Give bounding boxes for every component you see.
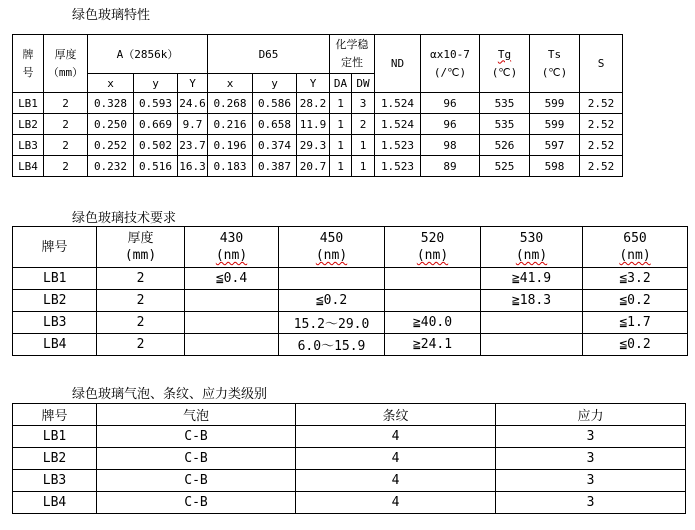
table-cell: 2	[44, 93, 88, 114]
technical-requirements-table	[12, 226, 688, 356]
subheader-cell: DA	[330, 74, 352, 93]
subheader-cell: x	[88, 74, 134, 93]
table-cell: ≦0.2	[583, 290, 688, 312]
table-cell	[185, 290, 279, 312]
table-cell: 0.658	[253, 114, 297, 135]
table-cell: 0.252	[88, 135, 134, 156]
table-cell: 0.232	[88, 156, 134, 177]
table-cell	[185, 312, 279, 334]
table-cell: 1.523	[375, 135, 421, 156]
table-cell: 98	[421, 135, 480, 156]
table-row	[13, 156, 623, 177]
table-cell: 89	[421, 156, 480, 177]
table-cell: 0.593	[134, 93, 178, 114]
table-cell: LB4	[13, 156, 44, 177]
table-cell: 1.524	[375, 93, 421, 114]
glass-properties-table	[12, 34, 623, 177]
table-cell: 599	[530, 93, 580, 114]
table-cell: 3	[496, 470, 686, 492]
wavelength-650-header: 650 (nm)	[583, 227, 688, 268]
table-cell: 0.268	[208, 93, 253, 114]
table-cell: 16.3	[178, 156, 208, 177]
table-cell: 598	[530, 156, 580, 177]
chemical-stability-header: 化学稳 定性	[330, 35, 375, 74]
table-cell: 597	[530, 135, 580, 156]
wavelength-430-header: 430 (nm)	[185, 227, 279, 268]
table-row	[13, 312, 688, 334]
table-cell: 1.524	[375, 114, 421, 135]
wavelength-520-header: 520 (nm)	[385, 227, 481, 268]
table-cell: LB1	[13, 268, 97, 290]
table-cell: 2.52	[580, 93, 623, 114]
subheader-cell: y	[253, 74, 297, 93]
table-cell: C-B	[97, 448, 296, 470]
table-cell: ≧18.3	[481, 290, 583, 312]
table-cell: 4	[296, 448, 496, 470]
table-row	[13, 135, 623, 156]
table-cell: ≦0.2	[583, 334, 688, 356]
table-cell: 2	[44, 114, 88, 135]
table-cell: 15.2～29.0	[279, 312, 385, 334]
thickness-header: 厚度 (mm)	[97, 227, 185, 268]
grade-classification-table	[12, 403, 686, 514]
table-cell: 28.2	[297, 93, 330, 114]
table-row	[13, 448, 686, 470]
table-cell: 526	[480, 135, 530, 156]
table-row	[13, 470, 686, 492]
table-row	[13, 268, 688, 290]
s-header: S	[580, 35, 623, 93]
properties-body	[13, 93, 623, 177]
table-cell: 0.183	[208, 156, 253, 177]
table-cell: 2.52	[580, 135, 623, 156]
section2-title: 绿色玻璃技术要求	[72, 211, 177, 226]
table-cell: LB2	[13, 448, 97, 470]
subheader-cell: DW	[352, 74, 375, 93]
wavelength-450-header: 450 (nm)	[279, 227, 385, 268]
table-cell: 0.250	[88, 114, 134, 135]
grade-header: 牌号	[13, 404, 97, 426]
table-cell: 4	[296, 492, 496, 514]
table-cell: 11.9	[297, 114, 330, 135]
table-cell	[385, 268, 481, 290]
table-cell: 1	[352, 135, 375, 156]
table-row	[13, 492, 686, 514]
table-cell	[279, 268, 385, 290]
table-cell: ≧24.1	[385, 334, 481, 356]
table-cell: 599	[530, 114, 580, 135]
stripe-header: 条纹	[296, 404, 496, 426]
grade-header: 牌 号	[13, 35, 44, 93]
table-cell: 0.502	[134, 135, 178, 156]
bubble-header: 气泡	[97, 404, 296, 426]
table-cell: 535	[480, 93, 530, 114]
table-cell: ≦0.4	[185, 268, 279, 290]
table-cell	[481, 312, 583, 334]
table-cell: LB2	[13, 114, 44, 135]
table-cell: 3	[496, 426, 686, 448]
table-cell: ≦1.7	[583, 312, 688, 334]
a-2856k-header: A（2856k）	[88, 35, 208, 74]
table-cell: 2	[97, 290, 185, 312]
table-cell: 20.7	[297, 156, 330, 177]
d65-header: D65	[208, 35, 330, 74]
classification-body	[13, 426, 686, 514]
table-row	[13, 114, 623, 135]
thickness-header: 厚度 （mm）	[44, 35, 88, 93]
table-cell: LB3	[13, 135, 44, 156]
section3-title: 绿色玻璃气泡、条纹、应力类级别	[72, 387, 268, 402]
table-cell	[385, 290, 481, 312]
table-row	[13, 93, 623, 114]
header-row	[13, 227, 688, 268]
table-cell: 1.523	[375, 156, 421, 177]
table-cell: 1	[330, 135, 352, 156]
grade-header: 牌号	[13, 227, 97, 268]
table-cell: LB4	[13, 334, 97, 356]
table-cell: 0.328	[88, 93, 134, 114]
table-cell: 0.516	[134, 156, 178, 177]
subheader-cell: y	[134, 74, 178, 93]
table-cell: 23.7	[178, 135, 208, 156]
table-cell: ≧40.0	[385, 312, 481, 334]
table-cell: C-B	[97, 470, 296, 492]
table-cell: 2	[44, 156, 88, 177]
table-cell: 4	[296, 470, 496, 492]
table-cell: LB1	[13, 426, 97, 448]
table-cell: 0.586	[253, 93, 297, 114]
stress-header: 应力	[496, 404, 686, 426]
table-cell: 2	[97, 334, 185, 356]
table-cell: 1	[352, 156, 375, 177]
table-cell: 2	[352, 114, 375, 135]
header-row	[13, 35, 623, 74]
table-cell: 96	[421, 93, 480, 114]
table-cell: 2	[97, 312, 185, 334]
table-cell: 3	[496, 448, 686, 470]
table-cell: 0.669	[134, 114, 178, 135]
table-cell: 2	[44, 135, 88, 156]
alpha-header: αx10-7 (/℃)	[421, 35, 480, 93]
table-cell: 1	[330, 93, 352, 114]
table-cell: LB4	[13, 492, 97, 514]
nd-header: ND	[375, 35, 421, 93]
subheader-cell: x	[208, 74, 253, 93]
table-cell: ≦3.2	[583, 268, 688, 290]
table-cell: 2.52	[580, 156, 623, 177]
table-cell: 1	[330, 114, 352, 135]
table-cell: 2	[97, 268, 185, 290]
ts-header: Ts (℃)	[530, 35, 580, 93]
table-cell: C-B	[97, 426, 296, 448]
requirements-body	[13, 268, 688, 356]
table-cell: 29.3	[297, 135, 330, 156]
table-cell: 4	[296, 426, 496, 448]
table-cell: 0.196	[208, 135, 253, 156]
section1-title: 绿色玻璃特性	[72, 8, 151, 23]
table-cell: LB3	[13, 470, 97, 492]
table-cell	[185, 334, 279, 356]
table-cell: 3	[496, 492, 686, 514]
subheader-cell: Y	[297, 74, 330, 93]
table-cell: C-B	[97, 492, 296, 514]
table-cell: 0.216	[208, 114, 253, 135]
table-cell: 0.387	[253, 156, 297, 177]
table-row	[13, 426, 686, 448]
table-cell: 0.374	[253, 135, 297, 156]
table-cell: LB2	[13, 290, 97, 312]
header-row	[13, 404, 686, 426]
table-cell: ≦0.2	[279, 290, 385, 312]
table-cell: 2.52	[580, 114, 623, 135]
table-cell: 24.6	[178, 93, 208, 114]
table-cell: 9.7	[178, 114, 208, 135]
subheader-cell: Y	[178, 74, 208, 93]
table-cell: 96	[421, 114, 480, 135]
table-cell: 3	[352, 93, 375, 114]
table-cell	[481, 334, 583, 356]
wavelength-530-header: 530 (nm)	[481, 227, 583, 268]
table-row	[13, 334, 688, 356]
table-cell: LB1	[13, 93, 44, 114]
table-cell: 525	[480, 156, 530, 177]
table-cell: 6.0～15.9	[279, 334, 385, 356]
tg-header: Tg (℃)	[480, 35, 530, 93]
table-cell: 535	[480, 114, 530, 135]
table-cell: ≧41.9	[481, 268, 583, 290]
table-cell: 1	[330, 156, 352, 177]
table-cell: LB3	[13, 312, 97, 334]
table-row	[13, 290, 688, 312]
